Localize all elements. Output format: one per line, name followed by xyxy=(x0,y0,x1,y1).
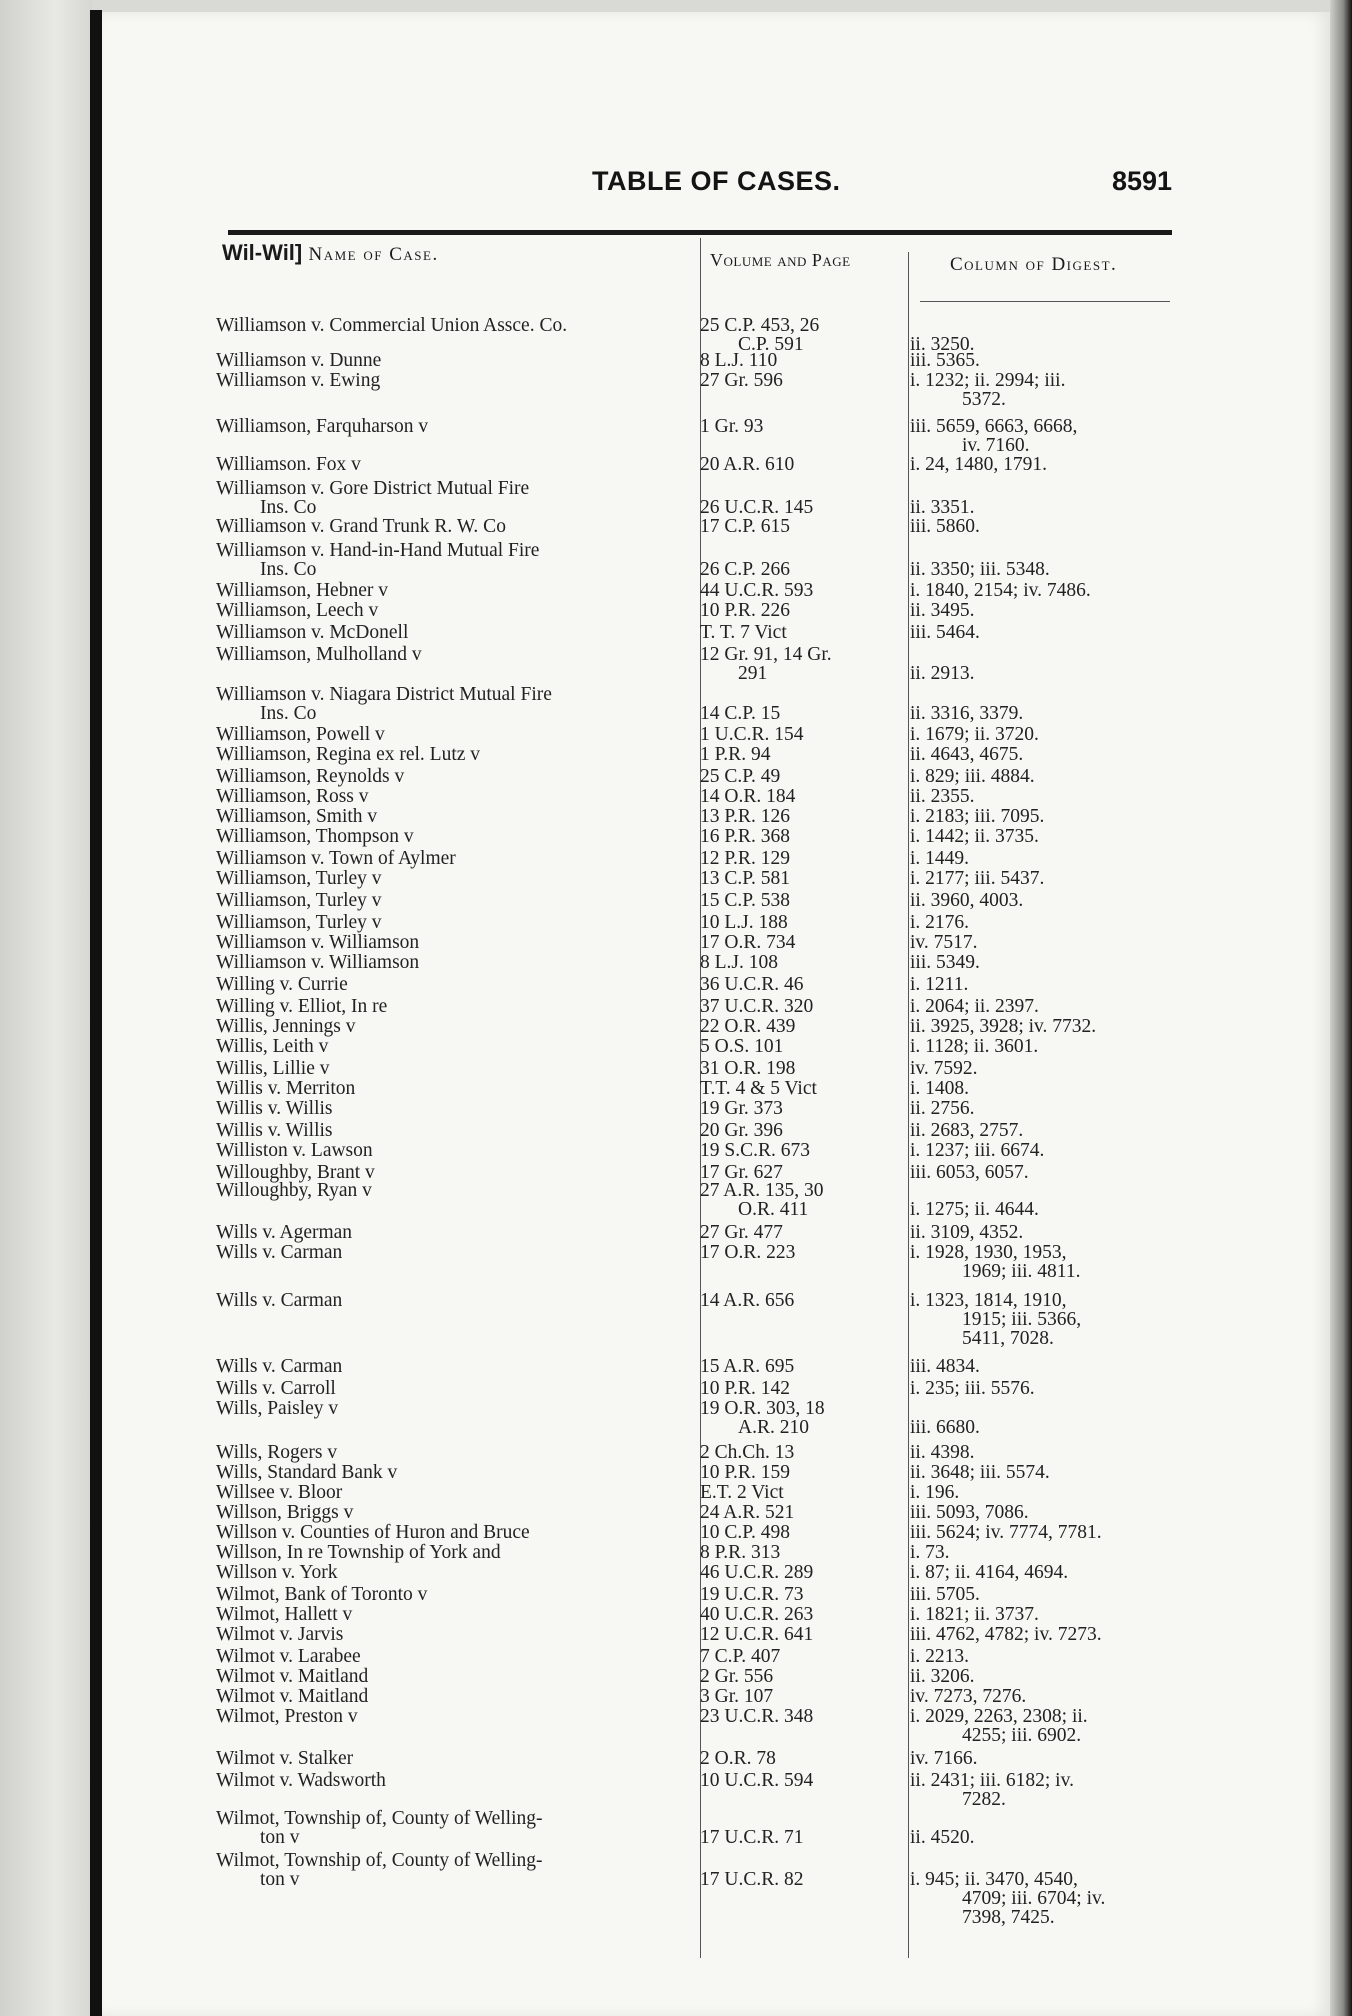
volume-page: 8 P.R. 313 xyxy=(700,1542,781,1563)
volume-page: T.T. 4 & 5 Vict xyxy=(700,1078,817,1099)
page-title: TABLE OF CASES. xyxy=(592,166,841,196)
case-name: Wilmot v. Jarvis xyxy=(216,1624,344,1645)
volume-page: 31 O.R. 198 xyxy=(700,1058,796,1079)
digest-column: ii. 3250. xyxy=(910,334,975,355)
digest-column: i. 1128; ii. 3601. xyxy=(910,1036,1039,1057)
case-name: Wills v. Carman xyxy=(216,1290,343,1311)
case-name: Wilmot, Township of, County of Welling- xyxy=(216,1850,543,1871)
case-name: Wilmot, Hallett v xyxy=(216,1604,353,1625)
case-name: Willis v. Willis xyxy=(216,1120,333,1141)
case-name: Willing v. Currie xyxy=(216,974,348,995)
digest-column: i. 1237; iii. 6674. xyxy=(910,1140,1045,1161)
case-name: Wilmot v. Stalker xyxy=(216,1748,354,1769)
digest-column: iv. 7166. xyxy=(910,1748,978,1769)
digest-column: i. 2213. xyxy=(910,1646,970,1667)
digest-column: iv. 7273, 7276. xyxy=(910,1686,1027,1707)
volume-page: 36 U.C.R. 46 xyxy=(700,974,804,995)
digest-column: 7282. xyxy=(962,1789,1006,1810)
volume-page: 37 U.C.R. 320 xyxy=(700,996,814,1017)
digest-column: ii. 4643, 4675. xyxy=(910,744,1024,765)
range-label: Wil-Wil] xyxy=(222,240,303,265)
case-name: Wills v. Agerman xyxy=(216,1222,353,1243)
case-name: Willson v. Counties of Huron and Bruce xyxy=(216,1522,530,1543)
volume-page: 40 U.C.R. 263 xyxy=(700,1604,814,1625)
digest-column: i. 2183; iii. 7095. xyxy=(910,806,1045,827)
digest-column: i. 73. xyxy=(910,1542,950,1563)
case-name: Wills v. Carman xyxy=(216,1356,343,1377)
digest-column: i. 2064; ii. 2397. xyxy=(910,996,1039,1017)
case-name: Williamson, Powell v xyxy=(216,724,385,745)
volume-page: 17 O.R. 734 xyxy=(700,932,796,953)
volume-page: 27 Gr. 596 xyxy=(700,370,783,391)
volume-page: 15 C.P. 538 xyxy=(700,890,790,911)
volume-page: 17 C.P. 615 xyxy=(700,516,790,537)
volume-page: 27 A.R. 135, 30 xyxy=(700,1180,824,1201)
digest-column: i. 2177; iii. 5437. xyxy=(910,868,1045,889)
volume-page: 8 L.J. 110 xyxy=(700,350,778,371)
digest-column: iv. 7517. xyxy=(910,932,978,953)
digest-column: iii. 5705. xyxy=(910,1584,980,1605)
case-name: Williamson, Hebner v xyxy=(216,580,388,601)
digest-column: ii. 3648; iii. 5574. xyxy=(910,1462,1050,1483)
volume-page: 24 A.R. 521 xyxy=(700,1502,795,1523)
volume-page: 10 P.R. 142 xyxy=(700,1378,790,1399)
digest-column: iii. 6680. xyxy=(910,1417,980,1438)
digest-column: ii. 3109, 4352. xyxy=(910,1222,1024,1243)
volume-page: 1 Gr. 93 xyxy=(700,416,764,437)
digest-column: i. 196. xyxy=(910,1482,960,1503)
volume-page: 5 O.S. 101 xyxy=(700,1036,784,1057)
case-name: Williamson, Turley v xyxy=(216,890,382,911)
digest-column: iii. 5860. xyxy=(910,516,980,537)
digest-column: ii. 2913. xyxy=(910,663,975,684)
volume-page: 17 U.C.R. 82 xyxy=(700,1869,804,1890)
digest-column: i. 829; iii. 4884. xyxy=(910,766,1035,787)
case-name: Wilmot, Preston v xyxy=(216,1706,358,1727)
case-name: Williamson v. Town of Aylmer xyxy=(216,848,456,869)
case-name: Williamson, Mulholland v xyxy=(216,644,422,665)
digest-column: iv. 7592. xyxy=(910,1058,978,1079)
volume-page: 12 U.C.R. 641 xyxy=(700,1624,814,1645)
volume-page: O.R. 411 xyxy=(738,1199,809,1220)
volume-page: 14 O.R. 184 xyxy=(700,786,796,807)
digest-column: iii. 4834. xyxy=(910,1356,980,1377)
volume-page: 291 xyxy=(738,663,768,684)
case-name: Wilmot v. Larabee xyxy=(216,1646,361,1667)
case-name: Wilmot v. Wadsworth xyxy=(216,1770,386,1791)
volume-page: 44 U.C.R. 593 xyxy=(700,580,814,601)
digest-column: iii. 5349. xyxy=(910,952,980,973)
case-name: Williamson v. Niagara District Mutual Fire xyxy=(216,684,552,705)
volume-page: 20 Gr. 396 xyxy=(700,1120,783,1141)
digest-column: ii. 3960, 4003. xyxy=(910,890,1024,911)
digest-column: iv. 7160. xyxy=(962,435,1030,456)
case-name: Williamson, Reynolds v xyxy=(216,766,405,787)
volume-page: 25 C.P. 49 xyxy=(700,766,781,787)
digest-column: i. 87; ii. 4164, 4694. xyxy=(910,1562,1069,1583)
case-name: Williamson v. Dunne xyxy=(216,350,382,371)
case-name: Willis v. Merriton xyxy=(216,1078,356,1099)
case-name: Williamson, Ross v xyxy=(216,786,369,807)
case-name: Willis, Lillie v xyxy=(216,1058,330,1079)
case-name: Williamson v. Hand-in-Hand Mutual Fire xyxy=(216,540,540,561)
digest-column: ii. 2683, 2757. xyxy=(910,1120,1024,1141)
case-name: Williamson. Fox v xyxy=(216,454,361,475)
digest-column: ii. 3351. xyxy=(910,497,975,518)
digest-column: ii. 2756. xyxy=(910,1098,975,1119)
digest-column: iii. 5093, 7086. xyxy=(910,1502,1029,1523)
digest-column: i. 945; ii. 3470, 4540, xyxy=(910,1869,1078,1890)
digest-column: ii. 2431; iii. 6182; iv. xyxy=(910,1770,1074,1791)
volume-page: 19 U.C.R. 73 xyxy=(700,1584,804,1605)
digest-column: i. 1928, 1930, 1953, xyxy=(910,1242,1067,1263)
case-name: Williamson, Thompson v xyxy=(216,826,414,847)
case-name: Williamson v. Williamson xyxy=(216,952,420,973)
digest-column: 7398, 7425. xyxy=(962,1907,1055,1928)
digest-column: ii. 4520. xyxy=(910,1827,975,1848)
case-name: Wilmot v. Maitland xyxy=(216,1686,369,1707)
case-name: Ins. Co xyxy=(260,703,317,724)
volume-page: 14 A.R. 656 xyxy=(700,1290,795,1311)
digest-column: i. 1449. xyxy=(910,848,970,869)
case-name: Willson, In re Township of York and xyxy=(216,1542,501,1563)
case-name: Williamson v. Grand Trunk R. W. Co xyxy=(216,516,506,537)
volume-page: 10 P.R. 226 xyxy=(700,600,790,621)
digest-column: ii. 3206. xyxy=(910,1666,975,1687)
digest-column: i. 2029, 2263, 2308; ii. xyxy=(910,1706,1088,1727)
case-name: Williamson, Smith v xyxy=(216,806,378,827)
case-name: ton v xyxy=(260,1869,300,1890)
digest-column: 4255; iii. 6902. xyxy=(962,1725,1082,1746)
volume-page: 3 Gr. 107 xyxy=(700,1686,774,1707)
volume-page: 26 C.P. 266 xyxy=(700,559,790,580)
case-name: Willoughby, Brant v xyxy=(216,1162,375,1183)
case-name: Wills, Rogers v xyxy=(216,1442,338,1463)
case-name: Wills, Paisley v xyxy=(216,1398,339,1419)
volume-page: 14 C.P. 15 xyxy=(700,703,781,724)
case-name: ton v xyxy=(260,1827,300,1848)
volume-page: 15 A.R. 695 xyxy=(700,1356,795,1377)
volume-page: 19 S.C.R. 673 xyxy=(700,1140,810,1161)
case-name: Ins. Co xyxy=(260,559,317,580)
volume-page: 19 O.R. 303, 18 xyxy=(700,1398,825,1419)
case-name: Willoughby, Ryan v xyxy=(216,1180,372,1201)
column-header-digest: Column of Digest. xyxy=(950,254,1118,275)
volume-page: 16 P.R. 368 xyxy=(700,826,790,847)
digest-column: 5411, 7028. xyxy=(962,1328,1054,1349)
volume-page: 25 C.P. 453, 26 xyxy=(700,315,820,336)
volume-page: C.P. 591 xyxy=(738,334,804,355)
column-header-volume: Volume and Page xyxy=(710,250,851,270)
digest-column: 1969; iii. 4811. xyxy=(962,1261,1081,1282)
case-name: Williamson v. Commercial Union Assce. Co. xyxy=(216,315,568,336)
case-name: Willis, Leith v xyxy=(216,1036,329,1057)
digest-column: ii. 3925, 3928; iv. 7732. xyxy=(910,1016,1097,1037)
digest-column: iii. 5659, 6663, 6668, xyxy=(910,416,1078,437)
case-name: Wilmot, Bank of Toronto v xyxy=(216,1584,428,1605)
digest-column: i. 2176. xyxy=(910,912,970,933)
volume-page: 26 U.C.R. 145 xyxy=(700,497,814,518)
page-number: 8591 xyxy=(1112,166,1173,196)
volume-page: T. T. 7 Vict xyxy=(700,622,787,643)
volume-page: 10 P.R. 159 xyxy=(700,1462,790,1483)
case-name: Willson, Briggs v xyxy=(216,1502,354,1523)
digest-column: i. 1408. xyxy=(910,1078,970,1099)
digest-column: iii. 5464. xyxy=(910,622,980,643)
digest-column: i. 1679; ii. 3720. xyxy=(910,724,1039,745)
volume-page: 2 O.R. 78 xyxy=(700,1748,776,1769)
digest-column: 4709; iii. 6704; iv. xyxy=(962,1888,1106,1909)
volume-page: 23 U.C.R. 348 xyxy=(700,1706,814,1727)
volume-page: 2 Gr. 556 xyxy=(700,1666,774,1687)
digest-column: i. 1232; ii. 2994; iii. xyxy=(910,370,1066,391)
volume-page: 8 L.J. 108 xyxy=(700,952,778,973)
digest-column: ii. 3316, 3379. xyxy=(910,703,1024,724)
digest-column: 1915; iii. 5366, xyxy=(962,1309,1082,1330)
volume-page: 17 Gr. 627 xyxy=(700,1162,783,1183)
volume-page: 12 P.R. 129 xyxy=(700,848,790,869)
case-name: Williamson v. McDonell xyxy=(216,622,409,643)
volume-page: 13 P.R. 126 xyxy=(700,806,790,827)
digest-column: iii. 5365. xyxy=(910,350,980,371)
case-name: Willsee v. Bloor xyxy=(216,1482,343,1503)
digest-column: ii. 4398. xyxy=(910,1442,975,1463)
volume-page: 13 C.P. 581 xyxy=(700,868,790,889)
digest-column: i. 1211. xyxy=(910,974,969,995)
volume-page: A.R. 210 xyxy=(738,1417,809,1438)
digest-column: ii. 3350; iii. 5348. xyxy=(910,559,1050,580)
digest-column: i. 1840, 2154; iv. 7486. xyxy=(910,580,1091,601)
volume-page: 1 U.C.R. 154 xyxy=(700,724,804,745)
case-name: Williamson, Turley v xyxy=(216,912,382,933)
case-name: Willing v. Elliot, In re xyxy=(216,996,388,1017)
digest-column: ii. 3495. xyxy=(910,600,975,621)
digest-column: iii. 6053, 6057. xyxy=(910,1162,1029,1183)
volume-page: 7 C.P. 407 xyxy=(700,1646,781,1667)
case-name: Williamson, Regina ex rel. Lutz v xyxy=(216,744,481,765)
case-name: Williston v. Lawson xyxy=(216,1140,373,1161)
digest-column: i. 1275; ii. 4644. xyxy=(910,1199,1039,1220)
volume-page: 19 Gr. 373 xyxy=(700,1098,783,1119)
digest-column: i. 1442; ii. 3735. xyxy=(910,826,1039,847)
case-name: Williamson, Turley v xyxy=(216,868,382,889)
name-header: Name of Case. xyxy=(308,244,439,265)
volume-page: 10 U.C.R. 594 xyxy=(700,1770,814,1791)
volume-page: E.T. 2 Vict xyxy=(700,1482,784,1503)
volume-page: 12 Gr. 91, 14 Gr. xyxy=(700,644,832,665)
case-name: Wilmot, Township of, County of Welling- xyxy=(216,1808,543,1829)
volume-page: 1 P.R. 94 xyxy=(700,744,771,765)
volume-page: 17 U.C.R. 71 xyxy=(700,1827,804,1848)
case-name: Williamson, Farquharson v xyxy=(216,416,429,437)
case-name: Wills v. Carroll xyxy=(216,1378,336,1399)
case-name: Ins. Co xyxy=(260,497,317,518)
volume-page: 20 A.R. 610 xyxy=(700,454,795,475)
volume-page: 10 C.P. 498 xyxy=(700,1522,790,1543)
case-name: Wills v. Carman xyxy=(216,1242,343,1263)
digest-column: iii. 4762, 4782; iv. 7273. xyxy=(910,1624,1102,1645)
digest-column: 5372. xyxy=(962,389,1006,410)
case-name: Willis v. Willis xyxy=(216,1098,333,1119)
case-name: Williamson v. Ewing xyxy=(216,370,381,391)
volume-page: 17 O.R. 223 xyxy=(700,1242,796,1263)
case-name: Williamson, Leech v xyxy=(216,600,379,621)
volume-page: 2 Ch.Ch. 13 xyxy=(700,1442,795,1463)
digest-column: i. 235; iii. 5576. xyxy=(910,1378,1035,1399)
digest-column: i. 24, 1480, 1791. xyxy=(910,454,1048,475)
case-name: Williamson v. Gore District Mutual Fire xyxy=(216,478,530,499)
case-name: Wilmot v. Maitland xyxy=(216,1666,369,1687)
case-name: Wills, Standard Bank v xyxy=(216,1462,398,1483)
digest-column: iii. 5624; iv. 7774, 7781. xyxy=(910,1522,1102,1543)
digest-column: i. 1323, 1814, 1910, xyxy=(910,1290,1067,1311)
case-name: Willson v. York xyxy=(216,1562,338,1583)
digest-column: ii. 2355. xyxy=(910,786,975,807)
volume-page: 27 Gr. 477 xyxy=(700,1222,783,1243)
digest-column: i. 1821; ii. 3737. xyxy=(910,1604,1039,1625)
volume-page: 46 U.C.R. 289 xyxy=(700,1562,814,1583)
case-name: Williamson v. Williamson xyxy=(216,932,420,953)
volume-page: 22 O.R. 439 xyxy=(700,1016,796,1037)
volume-page: 10 L.J. 188 xyxy=(700,912,788,933)
case-name: Willis, Jennings v xyxy=(216,1016,356,1037)
